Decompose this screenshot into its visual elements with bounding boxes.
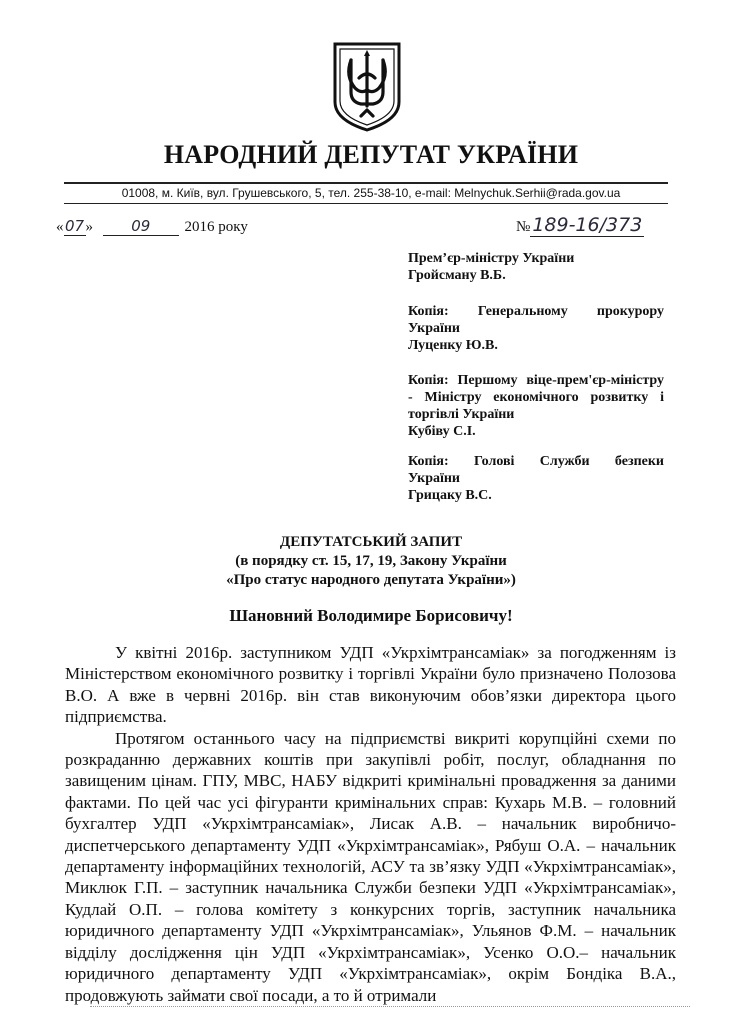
date-year: 2016 року — [184, 219, 248, 235]
header-rule-bottom — [64, 203, 668, 204]
body-paragraph-2: Протягом останнього часу на підприємстві викриті корупційні схеми по розкраданню державних коштів при закупівлі робіт, послуг, обладнання по завищеним цінам. ГПУ, МВС, НАБУ відкриті кримінальні провадження за даними фактами. По цей час усі фігуранти кримінальних справ: Кухарь М.В. – головний бухгалтер УДП «Укрхімтрансаміак», Лисак А.В. – начальник виробничо-диспетчерського департаменту УДП «Укрхімтрансаміак», Рябуш О.А. – начальник департаменту інформаційних технологій, АСУ та зв’язку УДП «Укрхімтрансаміак», Миклюк Г.П. – заступник начальника Служби безпеки УДП «Укрхімтрансаміак», Кудлай О.П. – голова комітету з конкурсних торгів, заступник начальника юридичного департаменту УДП «Укрхімтрансаміак», Ульянов Ф.М. – начальник відділу дослідження цін УДП «Укрхімтрансаміак», Усенко О.О.– начальник юридичного департаменту УДП «Укрхімтрансаміак», окрім Бондіка В.А., продовжують займати свої посади, а то й отримали — [65, 728, 676, 1005]
document-heading: НАРОДНИЙ ДЕПУТАТ УКРАЇНИ — [163, 140, 579, 169]
recipient-line: торгівлі України — [408, 407, 515, 422]
letter-date — [56, 217, 248, 236]
recipient-line: Луценку Ю.В. — [408, 338, 498, 353]
sender-address: 01008, м. Київ, вул. Грушевського, 5, тел. 255-38-10, e-mail: Melnychuk.Serhii@rada.gov.ua — [121, 186, 621, 200]
recipient-line: Копія: Першому віце-прем'єр-міністру — [408, 373, 664, 388]
request-title-block — [0, 533, 742, 590]
recipient-line: - Міністру економічного розвитку і — [408, 390, 664, 405]
recipient-line: Грицаку В.С. — [408, 488, 492, 503]
page-bottom-edge — [90, 1006, 690, 1007]
date-close-quote: » — [85, 219, 93, 235]
letter-body — [65, 642, 676, 1006]
date-open-quote: « — [56, 219, 64, 235]
salutation: Шановний Володимире Борисовичу! — [229, 606, 513, 625]
request-title: ДЕПУТАТСЬКИЙ ЗАПИТ — [279, 534, 463, 550]
recipient-line: України — [408, 471, 461, 486]
number-prefix: № — [516, 219, 531, 235]
number-value: 189-16/373 — [532, 214, 643, 236]
date-day: 07 — [64, 217, 85, 235]
recipient-primary — [408, 250, 664, 284]
request-law: «Про статус народного депутата України») — [226, 572, 516, 588]
recipient-copy-vice-premier — [408, 372, 664, 440]
body-paragraph-1: У квітні 2016р. заступником УДП «Укрхімтрансаміак» за погодженням із Міністерством економічного розвитку і торгівлі України було призначено Полозова В.О. А вже в червні 2016р. він став виконуючим обов’язки директора цього підприємства. — [65, 643, 676, 727]
recipient-line: Копія: Голові Служби безпеки — [408, 454, 664, 469]
recipient-line: України — [408, 321, 461, 336]
recipient-line: Прем’єр-міністру України — [408, 251, 575, 266]
recipient-line: Кубіву С.І. — [408, 424, 476, 439]
recipient-line: Копія: Генеральному прокурору — [408, 304, 664, 319]
letter-number — [516, 214, 644, 236]
recipient-copy-prosecutor — [408, 303, 664, 354]
date-month: 09 — [103, 217, 179, 236]
header-rule-top — [64, 182, 668, 184]
coat-of-arms-icon — [331, 40, 403, 134]
request-basis: (в порядку ст. 15, 17, 19, Закону України — [235, 553, 507, 569]
recipient-copy-security-service — [408, 453, 664, 504]
recipient-line: Гройсману В.Б. — [408, 268, 506, 283]
